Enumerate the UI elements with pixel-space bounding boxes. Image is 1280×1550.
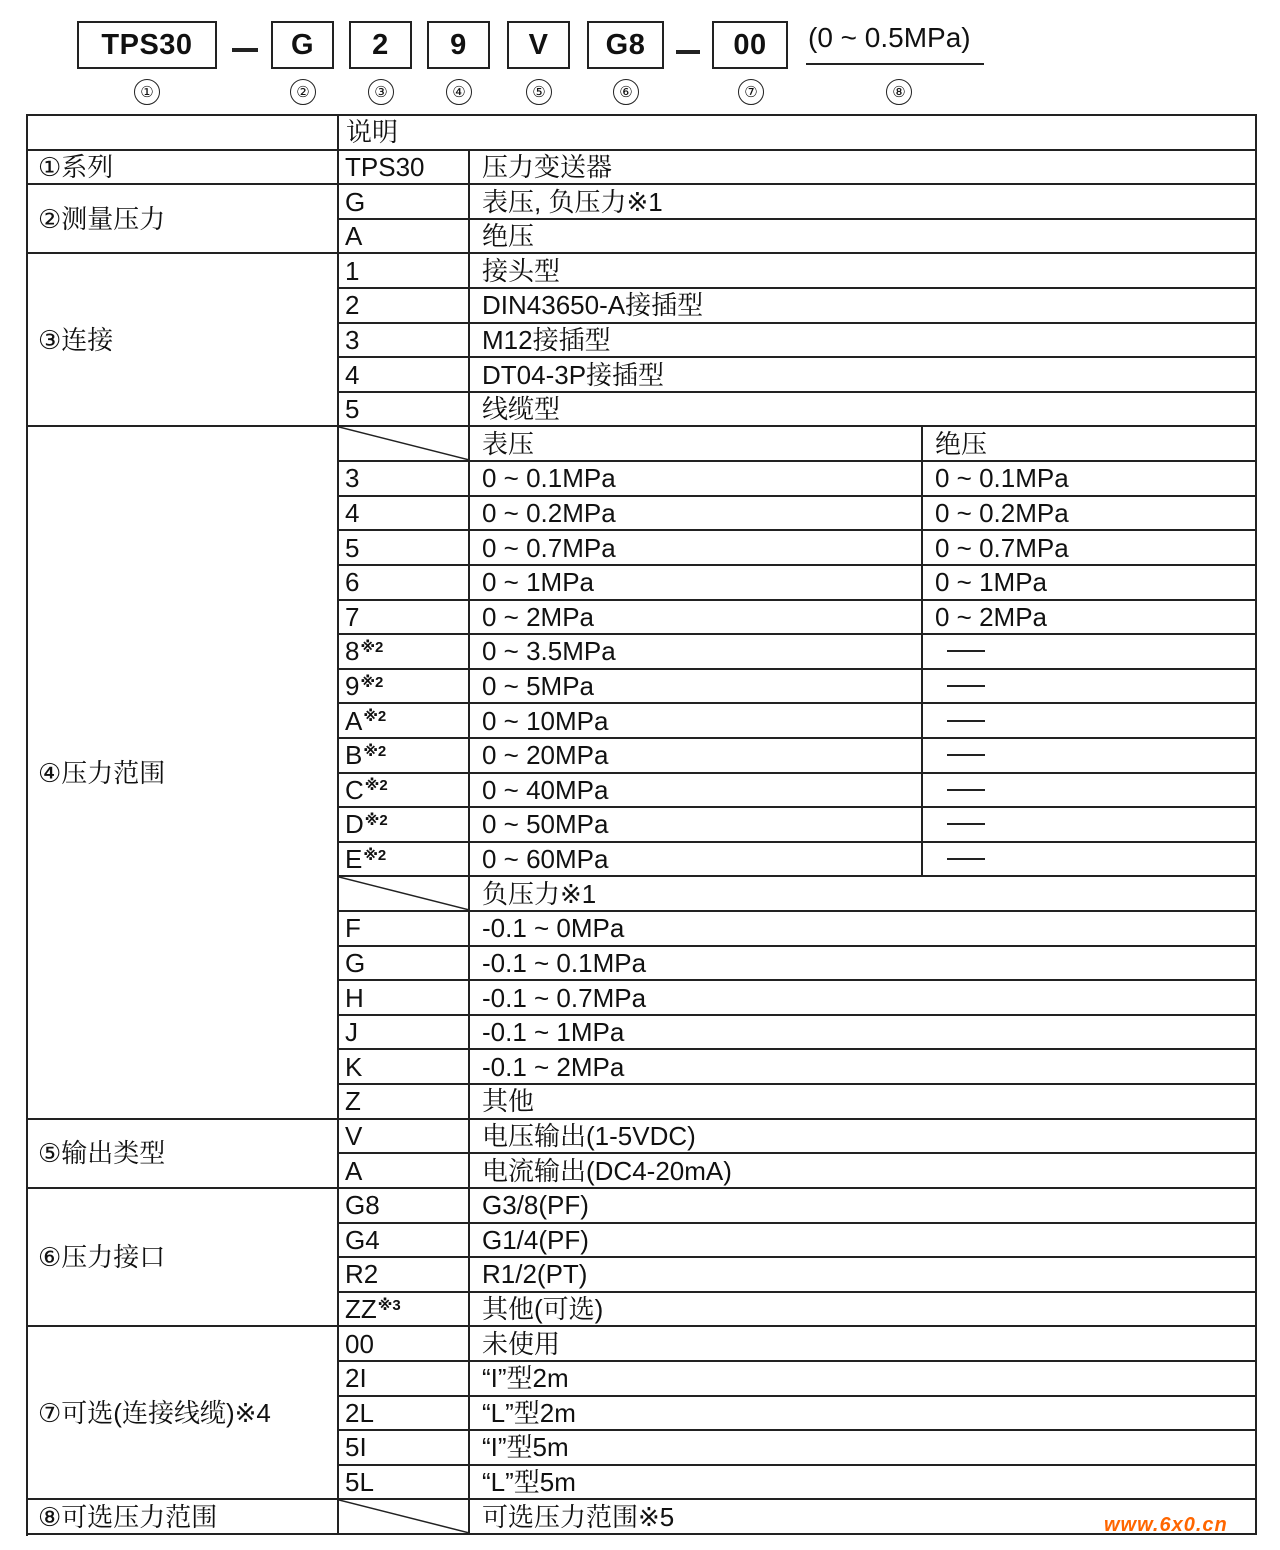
model-part-port: G8 [587,21,664,69]
category-series: ①系列 [28,151,339,186]
diagonal-cell [339,427,470,462]
abs-value: 0 ~ 2MPa [923,601,1257,636]
footnote-mark: ※2 [360,673,384,691]
desc-cell: 未使用 [470,1327,1257,1362]
code-cell [339,670,470,705]
desc-cell: 电压输出(1-5VDC) [470,1120,1257,1155]
code-cell: V [339,1120,470,1155]
desc-cell: 其他(可选) [470,1293,1257,1328]
negative-value: -0.1 ~ 1MPa [470,1016,1257,1051]
abs-value [923,843,1257,878]
negative-value: 其他 [470,1085,1257,1120]
model-part-series: TPS30 [77,21,217,69]
abs-value: 0 ~ 0.1MPa [923,462,1257,497]
code-cell: G4 [339,1224,470,1259]
code-cell: 2I [339,1362,470,1397]
code-cell: 2 [339,289,470,324]
gauge-value: 0 ~ 1MPa [470,566,923,601]
not-available-dash [947,720,985,722]
desc-cell: 表压, 负压力※1 [470,185,1257,220]
marker-4: ④ [446,79,472,105]
gauge-value: 0 ~ 0.7MPa [470,531,923,566]
code-text: E [345,844,363,875]
gauge-value: 0 ~ 3.5MPa [470,635,923,670]
code-cell: A [339,1154,470,1189]
code-text: ZZ [345,1294,377,1325]
diagonal-cell [339,877,470,912]
abs-value [923,635,1257,670]
watermark: www.6x0.cn [1104,1514,1228,1536]
gauge-value: 0 ~ 5MPa [470,670,923,705]
code-cell: TPS30 [339,151,470,186]
code-text: D [345,809,364,840]
code-cell: J [339,1016,470,1051]
desc-cell: 绝压 [470,220,1257,255]
desc-cell: 压力变送器 [470,151,1257,186]
spec-table [26,114,1257,1536]
abs-value [923,670,1257,705]
gauge-value: 0 ~ 40MPa [470,774,923,809]
code-text: B [345,740,363,771]
header-empty [28,116,339,151]
not-available-dash [947,650,985,652]
code-cell: K [339,1050,470,1085]
footnote-mark: ※2 [360,638,384,656]
model-part-measure: G [271,21,334,69]
header-description: 说明 [339,116,1257,151]
code-cell [339,843,470,878]
abs-header: 绝压 [923,427,1257,462]
code-cell [339,601,470,636]
code-cell: F [339,912,470,947]
code-cell [339,808,470,843]
diagonal-cell [339,1500,470,1535]
not-available-dash [947,754,985,756]
code-cell: G [339,185,470,220]
footnote-mark: ※2 [363,846,387,864]
code-cell [339,1293,470,1328]
category-port: ⑥压力接口 [28,1189,339,1327]
gauge-header: 表压 [470,427,923,462]
desc-cell: “L”型2m [470,1397,1257,1432]
marker-5: ⑤ [526,79,552,105]
code-cell [339,531,470,566]
footnote-mark: ※3 [377,1296,401,1314]
category-optional-range: ⑧可选压力范围 [28,1500,339,1535]
negative-value: -0.1 ~ 0MPa [470,912,1257,947]
negative-value: -0.1 ~ 0.1MPa [470,947,1257,982]
model-part-optional-range: (0 ~ 0.5MPa) [808,22,971,53]
code-text: 7 [345,601,360,632]
not-available-dash [947,789,985,791]
category-option: ⑦可选(连接线缆)※4 [28,1327,339,1500]
model-separator [676,50,700,54]
abs-value: 0 ~ 0.7MPa [923,531,1257,566]
desc-cell: M12接插型 [470,324,1257,359]
abs-value [923,704,1257,739]
marker-2: ② [290,79,316,105]
code-text: C [345,774,364,805]
code-cell: 5I [339,1431,470,1466]
desc-cell: DT04-3P接插型 [470,358,1257,393]
not-available-dash [947,858,985,860]
code-cell: R2 [339,1258,470,1293]
code-cell: G [339,947,470,982]
code-cell: H [339,981,470,1016]
desc-cell: 可选压力范围※5 [470,1500,1257,1535]
desc-cell: 电流输出(DC4-20mA) [470,1154,1257,1189]
code-cell: 00 [339,1327,470,1362]
desc-cell: G1/4(PF) [470,1224,1257,1259]
gauge-value: 0 ~ 0.2MPa [470,497,923,532]
abs-value: 0 ~ 1MPa [923,566,1257,601]
desc-cell: G3/8(PF) [470,1189,1257,1224]
code-cell [339,739,470,774]
gauge-value: 0 ~ 0.1MPa [470,462,923,497]
gauge-value: 0 ~ 60MPa [470,843,923,878]
code-cell [339,774,470,809]
model-part-output: V [507,21,570,69]
marker-8: ⑧ [886,79,912,105]
category-output: ⑤输出类型 [28,1120,339,1189]
code-text: 5 [345,532,360,563]
code-cell: 3 [339,324,470,359]
category-range: ④压力范围 [28,427,339,1119]
code-cell [339,635,470,670]
code-text: 9 [345,671,360,702]
marker-3: ③ [368,79,394,105]
code-cell: 5L [339,1466,470,1501]
code-cell: 5 [339,393,470,428]
abs-value [923,739,1257,774]
code-text: A [345,705,363,736]
code-cell: 4 [339,358,470,393]
range-underline [806,63,984,65]
code-cell [339,566,470,601]
category-connection: ③连接 [28,254,339,427]
model-part-option: 00 [712,21,788,69]
code-cell [339,462,470,497]
code-cell: A [339,220,470,255]
code-text: 8 [345,636,360,667]
gauge-value: 0 ~ 20MPa [470,739,923,774]
marker-6: ⑥ [613,79,639,105]
model-part-range: 9 [427,21,490,69]
desc-cell: R1/2(PT) [470,1258,1257,1293]
negative-value: -0.1 ~ 0.7MPa [470,981,1257,1016]
desc-cell: DIN43650-A接插型 [470,289,1257,324]
desc-cell: “I”型5m [470,1431,1257,1466]
footnote-mark: ※2 [363,742,387,760]
gauge-value: 0 ~ 2MPa [470,601,923,636]
code-cell [339,497,470,532]
code-cell: Z [339,1085,470,1120]
negative-header: 负压力※1 [470,877,1257,912]
model-separator [232,48,258,52]
abs-value: 0 ~ 0.2MPa [923,497,1257,532]
footnote-mark: ※2 [364,811,388,829]
abs-value [923,774,1257,809]
marker-7: ⑦ [738,79,764,105]
code-cell [339,704,470,739]
code-text: 4 [345,498,360,528]
gauge-value: 0 ~ 10MPa [470,704,923,739]
footnote-mark: ※2 [363,708,387,726]
negative-value: -0.1 ~ 2MPa [470,1050,1257,1085]
desc-cell: “I”型2m [470,1362,1257,1397]
code-cell: 1 [339,254,470,289]
category-measure: ②测量压力 [28,185,339,254]
footnote-mark: ※2 [364,777,388,795]
model-part-connection: 2 [349,21,412,69]
abs-value [923,808,1257,843]
marker-1: ① [134,79,160,105]
desc-cell: 线缆型 [470,393,1257,428]
desc-cell: “L”型5m [470,1466,1257,1501]
not-available-dash [947,685,985,687]
gauge-value: 0 ~ 50MPa [470,808,923,843]
code-cell: 2L [339,1397,470,1432]
code-text: 6 [345,567,360,598]
code-text: 3 [345,463,360,494]
code-cell: G8 [339,1189,470,1224]
not-available-dash [947,823,985,825]
desc-cell: 接头型 [470,254,1257,289]
